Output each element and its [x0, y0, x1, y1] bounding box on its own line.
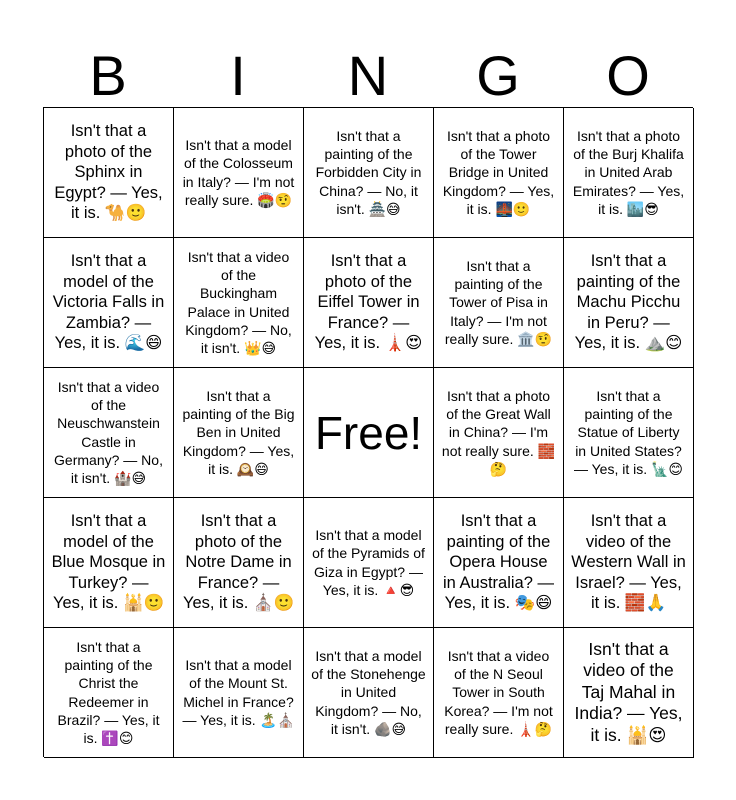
- header-letter-i: I: [230, 44, 246, 107]
- bingo-cell-r4c1[interactable]: [44, 498, 174, 628]
- header-letter-g: G: [476, 44, 520, 107]
- bingo-cell-r4c3[interactable]: [304, 498, 434, 628]
- bingo-header: [43, 44, 693, 108]
- bingo-cell-r1c1[interactable]: [44, 108, 174, 238]
- cell-text: Isn't that a painting of the Statue of Liberty in United States? — Yes, it is. 🗽😊: [573, 387, 684, 477]
- bingo-cell-r2c3[interactable]: [304, 238, 434, 368]
- bingo-cell-r3c5[interactable]: [564, 368, 694, 498]
- bingo-cell-r5c1[interactable]: [44, 628, 174, 758]
- bingo-cell-r2c1[interactable]: [44, 238, 174, 368]
- bingo-cell-r1c5[interactable]: [564, 108, 694, 238]
- cell-text: Isn't that a video of the Western Wall in Israel? — Yes, it is. 🧱🙏: [571, 512, 686, 613]
- bingo-cell-r5c4[interactable]: [434, 628, 564, 758]
- header-letter-o: O: [606, 44, 650, 107]
- bingo-cell-r3c2[interactable]: [174, 368, 304, 498]
- bingo-cell-r3c4[interactable]: [434, 368, 564, 498]
- cell-text: Isn't that a video of the Buckingham Palace in United Kingdom? — No, it isn't. 👑😅: [185, 248, 292, 357]
- cell-text: Isn't that a model of the Victoria Falls in Zambia? — Yes, it is. 🌊😄: [52, 252, 165, 353]
- bingo-cell-r4c4[interactable]: [434, 498, 564, 628]
- cell-text: Isn't that a video of the Neuschwanstein Castle in Germany? — No, it isn't. 🏰😅: [54, 378, 163, 487]
- cell-text: Isn't that a painting of the Big Ben in United Kingdom? — Yes, it is. 🕰️😄: [182, 387, 295, 477]
- bingo-cell-r4c2[interactable]: [174, 498, 304, 628]
- bingo-board: [43, 107, 693, 757]
- cell-text: Isn't that a model of the Pyramids of Giza in Egypt? — Yes, it is. 🔺😎: [312, 526, 425, 598]
- bingo-cell-r1c3[interactable]: [304, 108, 434, 238]
- bingo-cell-r4c5[interactable]: [564, 498, 694, 628]
- cell-text: Isn't that a photo of the Tower Bridge in United Kingdom? — Yes, it is. 🌉🙂: [442, 127, 555, 217]
- cell-text: Isn't that a painting of the Forbidden City in China? — No, it isn't. 🏯😅: [315, 127, 422, 217]
- free-space[interactable]: [304, 368, 434, 498]
- header-letter-n: N: [347, 44, 389, 107]
- cell-text: Isn't that a photo of the Notre Dame in France? — Yes, it is. ⛪🙂: [182, 512, 295, 613]
- bingo-cell-r5c2[interactable]: [174, 628, 304, 758]
- cell-text: Isn't that a painting of the Tower of Pisa in Italy? — I'm not really sure. 🏛️🤨: [444, 257, 553, 347]
- cell-text: Isn't that a photo of the Burj Khalifa in United Arab Emirates? — Yes, it is. 🏙️😎: [572, 127, 685, 217]
- cell-text: Isn't that a photo of the Sphinx in Egypt? — Yes, it is. 🐪🙂: [54, 122, 163, 223]
- cell-text: Isn't that a video of the N Seoul Tower in South Korea? — I'm not really sure. 🗼🤔: [444, 647, 553, 737]
- cell-text: Isn't that a painting of the Machu Picchu in Peru? — Yes, it is. ⛰️😊: [574, 252, 683, 353]
- cell-text: Isn't that a model of the Blue Mosque in Turkey? — Yes, it is. 🕌🙂: [51, 512, 166, 613]
- cell-text: Isn't that a model of the Stonehenge in United Kingdom? — No, it isn't. 🪨😅: [311, 647, 426, 737]
- cell-text: Isn't that a painting of the Christ the Redeemer in Brazil? — Yes, it is. ✝️😊: [57, 638, 160, 747]
- bingo-cell-r1c2[interactable]: [174, 108, 304, 238]
- bingo-cell-r5c5[interactable]: [564, 628, 694, 758]
- bingo-cell-r3c1[interactable]: [44, 368, 174, 498]
- cell-text: Isn't that a model of the Mount St. Michel in France? — Yes, it is. 🏝️⛪: [182, 656, 295, 728]
- bingo-cell-r2c5[interactable]: [564, 238, 694, 368]
- bingo-cell-r5c3[interactable]: [304, 628, 434, 758]
- header-letter-b: B: [89, 44, 127, 107]
- cell-text: Isn't that a painting of the Opera House in Australia? — Yes, it is. 🎭😄: [443, 512, 554, 613]
- bingo-cell-r2c4[interactable]: [434, 238, 564, 368]
- free-space-label: Free!: [314, 406, 423, 459]
- bingo-cell-r2c2[interactable]: [174, 238, 304, 368]
- cell-text: Isn't that a photo of the Eiffel Tower in France? — Yes, it is. 🗼😍: [314, 252, 423, 353]
- bingo-cell-r1c4[interactable]: [434, 108, 564, 238]
- cell-text: Isn't that a model of the Colosseum in Italy? — I'm not really sure. 🏟️🤨: [182, 136, 295, 208]
- cell-text: Isn't that a photo of the Great Wall in China? — I'm not really sure. 🧱🤔: [441, 387, 556, 477]
- cell-text: Isn't that a video of the Taj Mahal in India? — Yes, it is. 🕌😍: [574, 638, 683, 745]
